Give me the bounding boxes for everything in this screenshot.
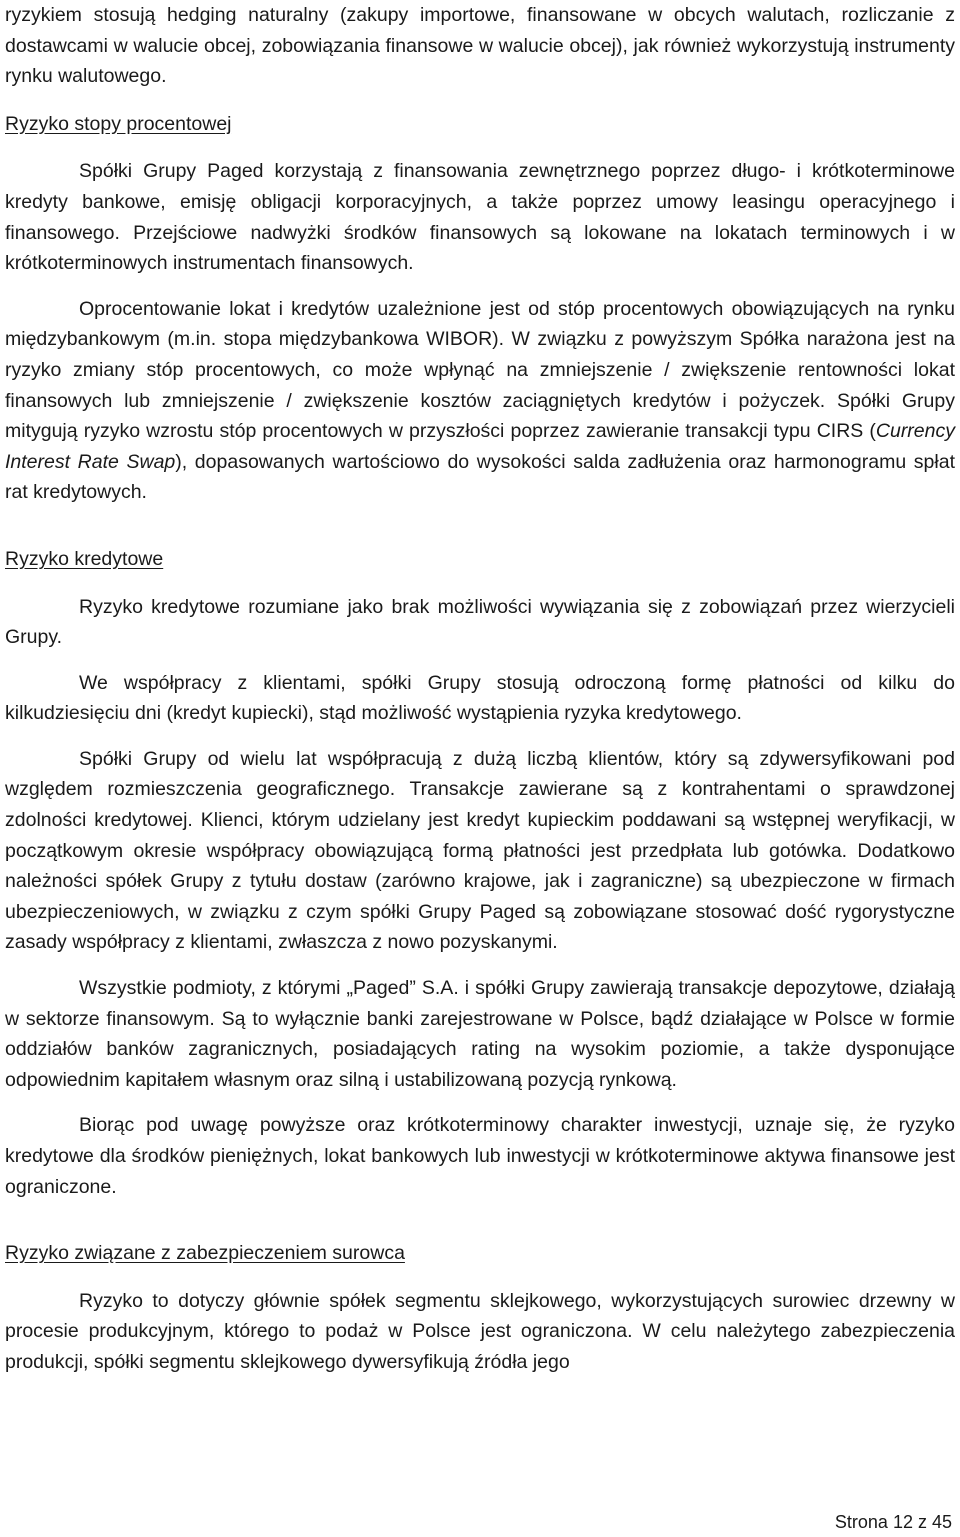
paragraph-credit-conclusion: Biorąc pod uwagę powyższe oraz krótkoterminowy charakter inwestycji, uznaje się, że ryzyko kredytowe dla środków pieniężnych, lokat bankowych lub inwestycji w krótkoterminowe aktywa finansowe jest ograniczone. (5, 1114, 955, 1198)
heading-interest-rate-risk: Ryzyko stopy procentowej (5, 112, 232, 135)
paragraph-credit-definition: Ryzyko kredytowe rozumiane jako brak możliwości wywiązania się z zobowiązań przez wierzycieli Grupy. (5, 595, 955, 649)
paragraph-clients: Spółki Grupy od wielu lat współpracują z dużą liczbą klientów, który są zdywersyfikowani pod względem rozmieszczenia geograficznego. Transakcje zawierane są z kontrahentami o sprawdzonej zdolności kredytowej. Klienci, którym udzielany jest kredyt kupieckim poddawani są wstępnej weryfikacji, w początkowym okresie współpracy obowiązującą formą płatności jest przedpłata lub gotówka. Dodatkowo należności spółek Grupy z tytułu dostaw (zarówno krajowe, jak i zagraniczne) są ubezpieczone w firmach ubezpieczeniowych, w związku z czym spółki Grupy Paged są zobowiązane stosować dość rygorystyczne zasady współpracy z klientami, zwłaszcza z nowo pozyskanymi. (5, 747, 955, 954)
paragraph-deposits: Wszystkie podmioty, z którymi „Paged” S.A. i spółki Grupy zawierają transakcje depozytowe, działają w sektorze finansowym. Są to wyłącznie banki zarejestrowane w Polsce, bądź działające w Polsce w formie oddziałów banków zagranicznych, posiadających rating na wysokim poziomie, a także dysponujące odpowiednim kapitałem własnym oraz silną i ustabilizowaną pozycją rynkową. (5, 977, 955, 1091)
paragraph-interest-rates (5, 294, 955, 508)
cirs-term: Currency Interest Rate Swap (5, 420, 955, 473)
paragraph-interest-rates-text-b: ), dopasowanych wartościowo do wysokości salda zadłużenia oraz harmonogramu spłat rat kredytowych. (5, 450, 955, 504)
heading-credit-risk: Ryzyko kredytowe (5, 547, 164, 570)
paragraph-trade-credit: We współpracy z klientami, spółki Grupy stosują odroczoną formę płatności od kilku do kilkudziesięciu dni (kredyt kupiecki), stąd możliwość wystąpienia ryzyka kredytowego. (5, 671, 955, 725)
page-number: Strona 12 z 45 (834, 1512, 952, 1532)
paragraph-interest-rates-text-a: Oprocentowanie lokat i kredytów uzależnione jest od stóp procentowych obowiązujących na rynku międzybankowym (m.in. stopa międzybankowa WIBOR). W związku z powyższym Spółka narażona jest na ryzyko zmiany stóp procentowych, co może wpłynąć na zmniejszenie / zwiększenie rentowności lokat finansowych lub zmniejszenie / zwiększenie kosztów zaciągniętych kredytów i pożyczek. Spółki Grupy mitygują ryzyko wzrostu stóp procentowych w przyszłości poprzez zawieranie transakcji typu CIRS ( (5, 297, 955, 443)
heading-raw-material-risk: Ryzyko związane z zabezpieczeniem surowca (5, 1242, 405, 1265)
paragraph-financing: Spółki Grupy Paged korzystają z finansowania zewnętrznego poprzez długo- i krótkoterminowe kredyty bankowe, emisję obligacji korporacyjnych, a także poprzez umowy leasingu operacyjnego i finansowego. Przejściowe nadwyżki środków finansowych są lokowane na lokatach terminowych i w krótkoterminowych instrumentach finansowych. (5, 160, 955, 275)
document-page (5, 0, 955, 1378)
paragraph-raw-material: Ryzyko to dotyczy głównie spółek segmentu sklejkowego, wykorzystujących surowiec drzewny w procesie produkcyjnym, którego to podaż w Polsce jest ograniczona. W celu należytego zabezpieczenia produkcji, spółki segmentu sklejkowego dywersyfikują źródła jego (5, 1289, 955, 1373)
paragraph-currency-hedging: ryzykiem stosują hedging naturalny (zakupy importowe, finansowane w obcych walutach, rozliczanie z dostawcami w walucie obcej, zobowiązania finansowe w walucie obcej), jak również wykorzystują instrumenty rynku walutowego. (5, 4, 955, 88)
